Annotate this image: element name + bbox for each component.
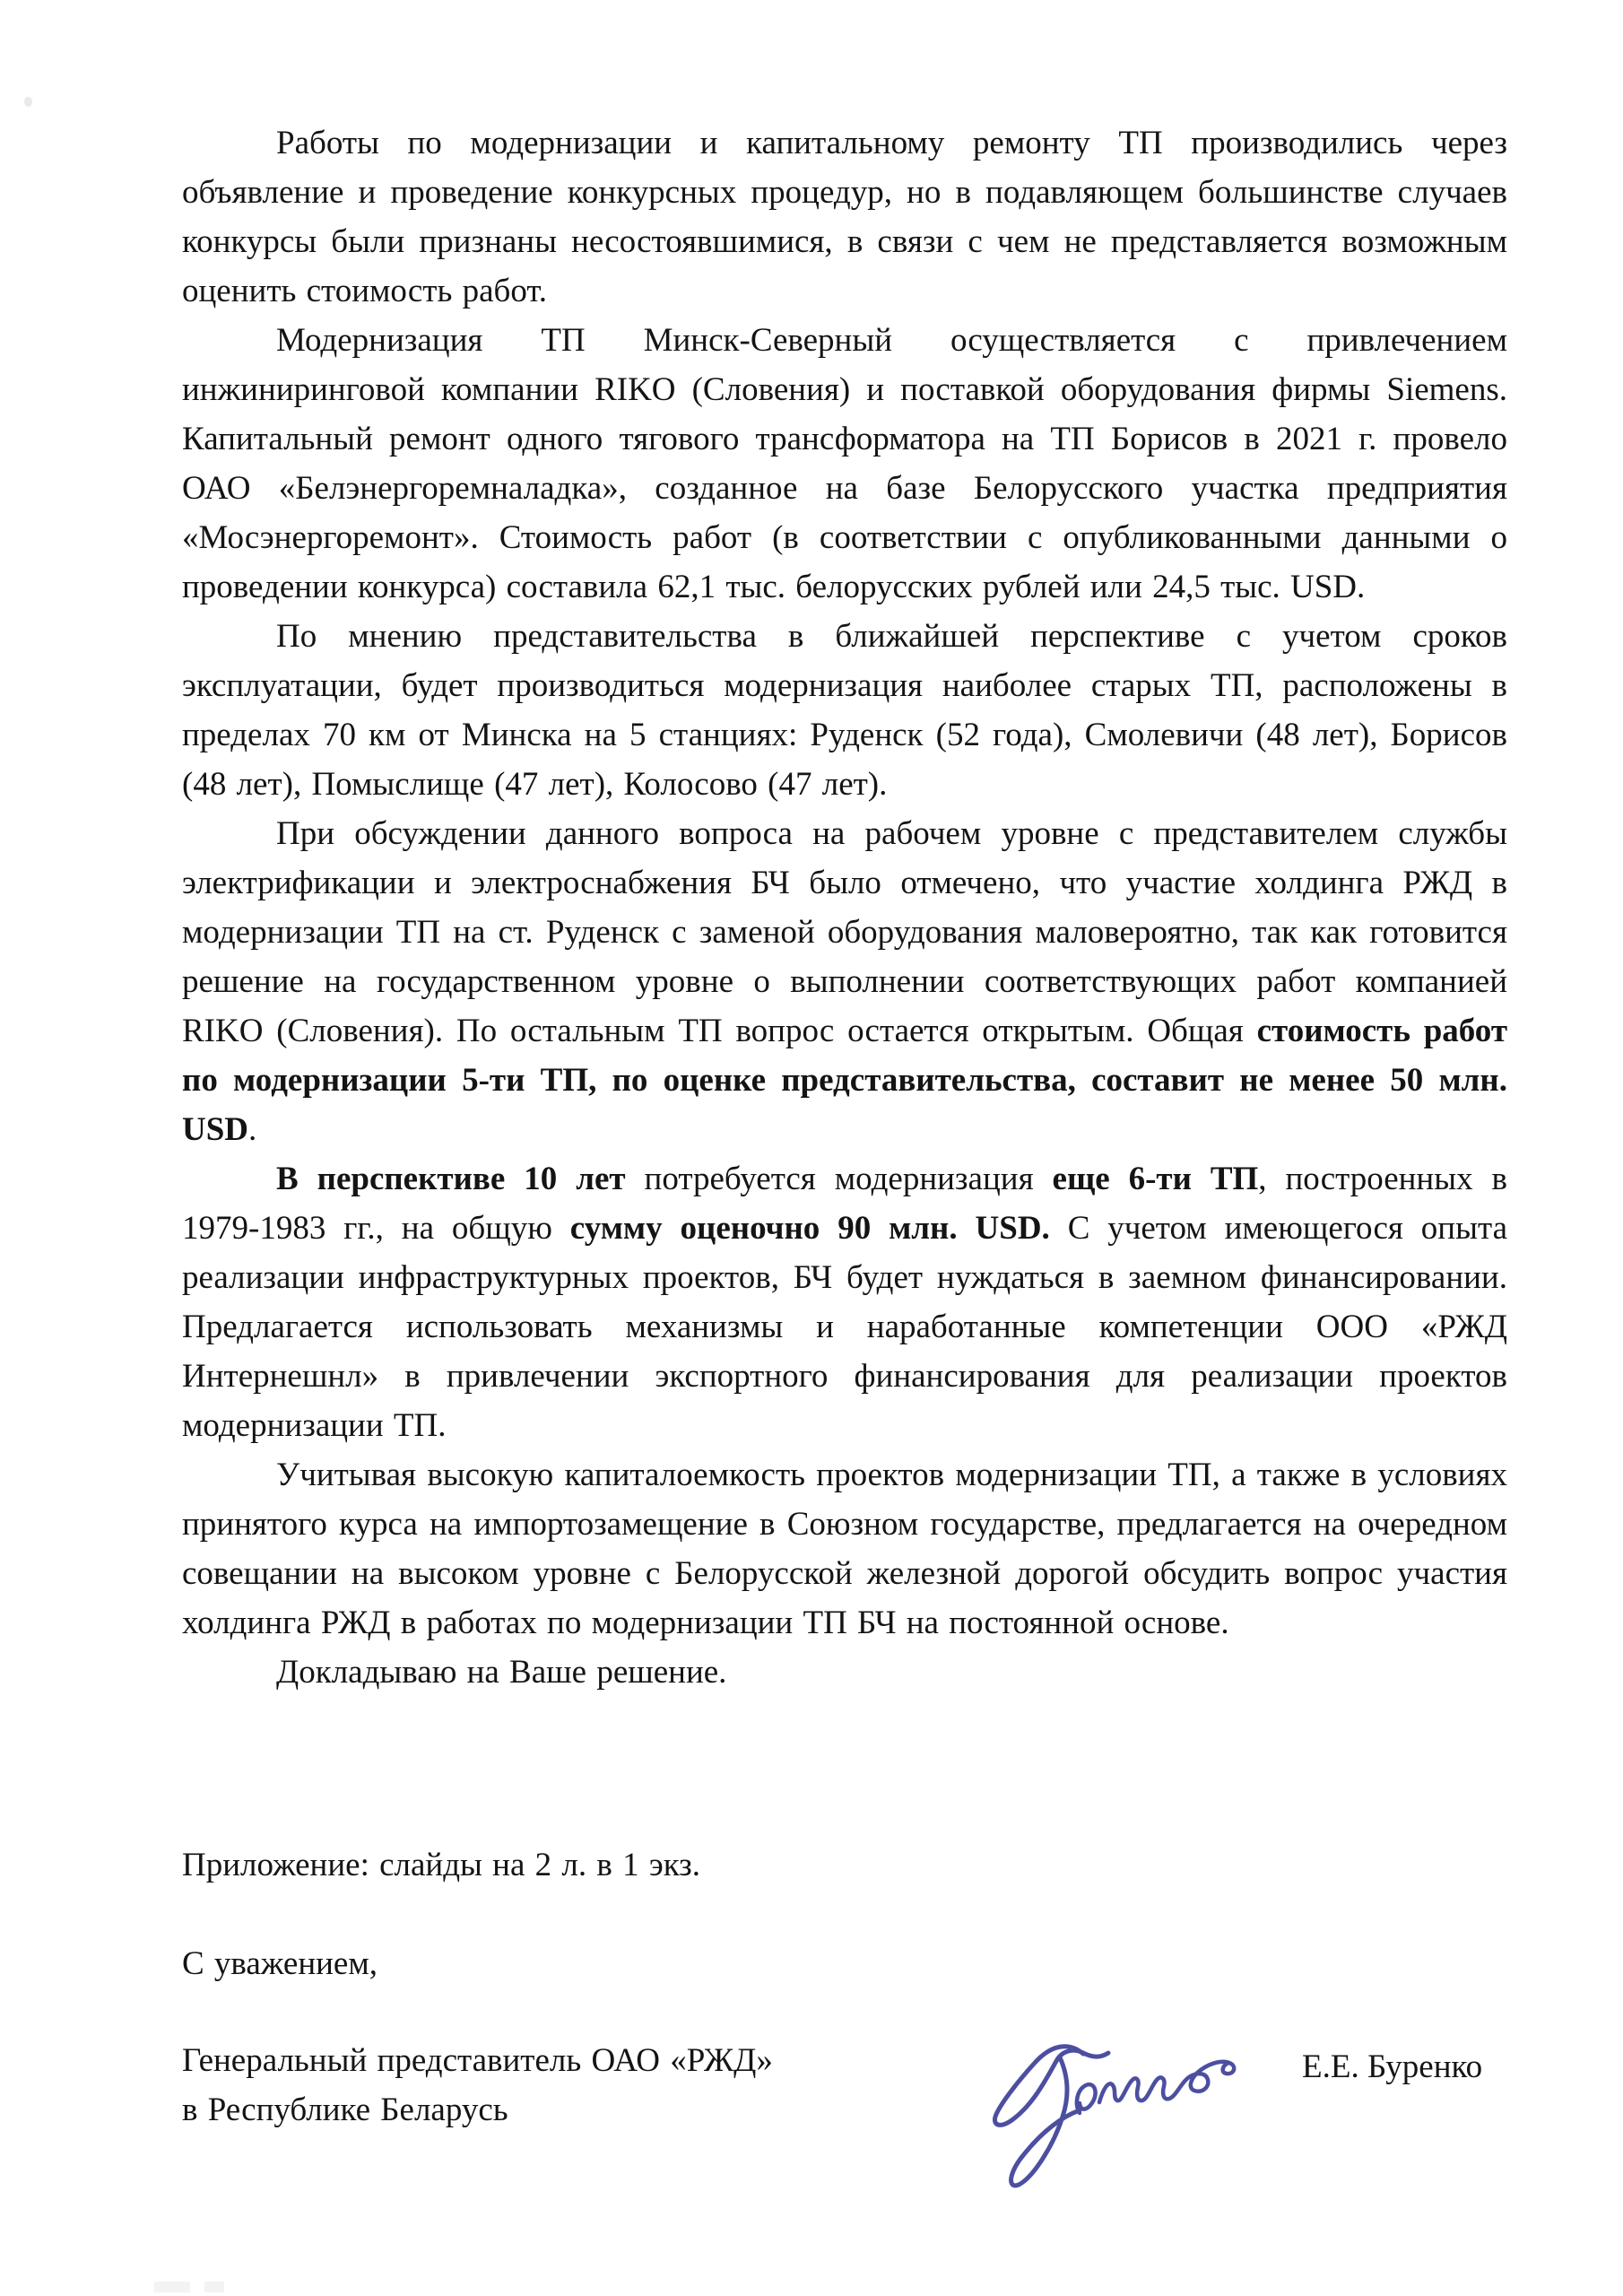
scan-artifact [154, 2282, 190, 2292]
signer-title-line2: в Республике Беларусь [182, 2092, 508, 2128]
paragraph: При обсуждении данного вопроса на рабочем уровне с представителем службы электрификации и электроснабжения БЧ было отмечено, что участие холдинга РЖД в модернизации ТП на ст. Руденск с заменой оборудования маловероятно, так как готовится решение на государственном уровне о выполнении соответствующих работ компанией RIKO (Словения). По остальным ТП вопрос остается открытым. Общая стоимость работ по модернизации 5-ти ТП, по оценке представительства, составит не менее 50 млн. USD. [182, 815, 1507, 1148]
closing-salutation: С уважением, [182, 1945, 378, 1982]
scan-artifact [204, 2282, 224, 2292]
signature-block [182, 2036, 773, 2135]
paragraph: По мнению представительства в ближайшей перспективе с учетом сроков эксплуатации, будет производиться модернизация наиболее старых ТП, расположены в пределах 70 км от Минска на 5 станциях: Руденск (52 года), Смолевичи (48 лет), Борисов (48 лет), Помыслище (47 лет), Колосово (47 лет). [182, 618, 1507, 803]
handwritten-signature-icon [968, 2023, 1264, 2207]
attachment-line: Приложение: слайды на 2 л. в 1 экз. [182, 1847, 701, 1883]
paragraph: Модернизация ТП Минск-Северный осуществляется с привлечением инжиниринговой компании RIKO (Словения) и поставкой оборудования фирмы Siemens. Капитальный ремонт одного тягового трансформатора на ТП Борисов в 2021 г. провело ОАО «Белэнергоремналадка», созданное на базе Белорусского участка предприятия «Мосэнергоремонт». Стоимость работ (в соответствии с опубликованными данными о проведении конкурса) составила 62,1 тыс. белорусских рублей или 24,5 тыс. USD. [182, 322, 1507, 605]
signer-title-line1: Генеральный представитель ОАО «РЖД» [182, 2042, 773, 2079]
document-body [182, 118, 1507, 1697]
paragraph: В перспективе 10 лет потребуется модернизация еще 6-ти ТП, построенных в 1979-1983 гг., на общую сумму оценочно 90 млн. USD. С учетом имеющегося опыта реализации инфраструктурных проектов, БЧ будет нуждаться в заемном финансировании. Предлагается использовать механизмы и наработанные компетенции ООО «РЖД Интернешнл» в привлечении экспортного финансирования для реализации проектов модернизации ТП. [182, 1161, 1508, 1444]
signer-name: Е.Е. Буренко [1302, 2048, 1483, 2085]
paragraph: Докладываю на Ваше решение. [276, 1654, 727, 1691]
paragraph: Работы по модернизации и капитальному ремонту ТП производились через объявление и проведение конкурсных процедур, но в подавляющем большинстве случаев конкурсы были признаны несостоявшимися, в связи с чем не представляется возможным оценить стоимость работ. [182, 125, 1507, 309]
scan-artifact [24, 97, 32, 107]
paragraph: Учитывая высокую капиталоемкость проектов модернизации ТП, а также в условиях принятого курса на импортозамещение в Союзном государстве, предлагается на очередном совещании на высоком уровне с Белорусской железной дорогой обсудить вопрос участия холдинга РЖД в работах по модернизации ТП БЧ на постоянной основе. [182, 1457, 1507, 1641]
